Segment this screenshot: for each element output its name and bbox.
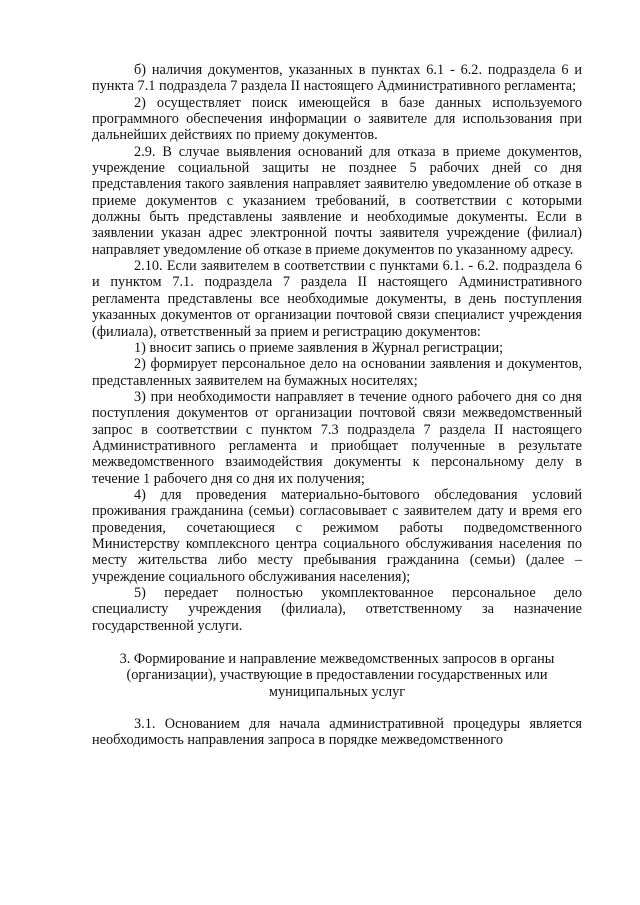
list-item-3-interagency-request: 3) при необходимости направляет в течение одного рабочего дня со дня поступления документов от организации почтовой связи межведомственный запрос в соответствии с пунктом 7.3 подраздела 7 раздела II настоящего Административного регламента и приобщает полученные в результате межведомственного взаимодействия документы к персональному делу в течение 1 рабочего дня со дня их получения; bbox=[92, 388, 582, 487]
section-heading: 3. Формирование и направление межведомственных запросов в органы (организации), участвующие в предоставлении государственных или муниципальных услуг bbox=[119, 651, 555, 700]
document-page bbox=[92, 62, 582, 749]
paragraph-item-b: б) наличия документов, указанных в пунктах 6.1 - 6.2. подраздела 6 и пункта 7.1 подраздела 7 раздела II настоящего Административного регламента; bbox=[92, 62, 582, 95]
paragraph-item-2-search: 2) осуществляет поиск имеющейся в базе данных используемого программного обеспечения информации о заявителе для использования при дальнейших действиях по приему документов. bbox=[92, 94, 582, 144]
paragraph-2-9: 2.9. В случае выявления оснований для отказа в приеме документов, учреждение социальной защиты не позднее 5 рабочих дней со дня представления такого заявления направляет заявителю уведомление об отказе в приеме документов с указанием требований, в соответствии с которыми должны быть представлены заявление и необходимые документы. Если в заявлении указан адрес электронной почты заявителя учреждение (филиал) направляет уведомление об отказе в приеме документов по указанному адресу. bbox=[92, 143, 582, 258]
list-item-5-transfer: 5) передает полностью укомплектованное персональное дело специалисту учреждения (филиала), ответственному за назначение государственной услуги. bbox=[92, 585, 582, 634]
paragraph-2-10: 2.10. Если заявителем в соответствии с пунктами 6.1. - 6.2. подраздела 6 и пунктом 7.1. подраздела 7 раздела II настоящего Административного регламента представлены все необходимые документы, в день поступления указанных документов от организации почтовой связи специалист учреждения (филиала), ответственный за прием и регистрацию документов: bbox=[92, 258, 582, 340]
list-item-2-personal-file: 2) формирует персональное дело на основании заявления и документов, представленных заявителем на бумажных носителях; bbox=[92, 356, 582, 389]
list-item-4-inspection: 4) для проведения материально-бытового обследования условий проживания гражданина (семьи) согласовывает с заявителем дату и время его проведения, сочетающиеся с режимом работы подведомственного Министерству комплексного центра социального обслуживания населения по месту жительства либо месту пребывания гражданина (семьи) (далее – учреждение социального обслуживания населения); bbox=[92, 486, 582, 585]
list-item-1-register: 1) вносит запись о приеме заявления в Журнал регистрации; bbox=[134, 339, 504, 356]
paragraph-3-1: 3.1. Основанием для начала административной процедуры является необходимость направления запроса в порядке межведомственного bbox=[92, 716, 582, 749]
